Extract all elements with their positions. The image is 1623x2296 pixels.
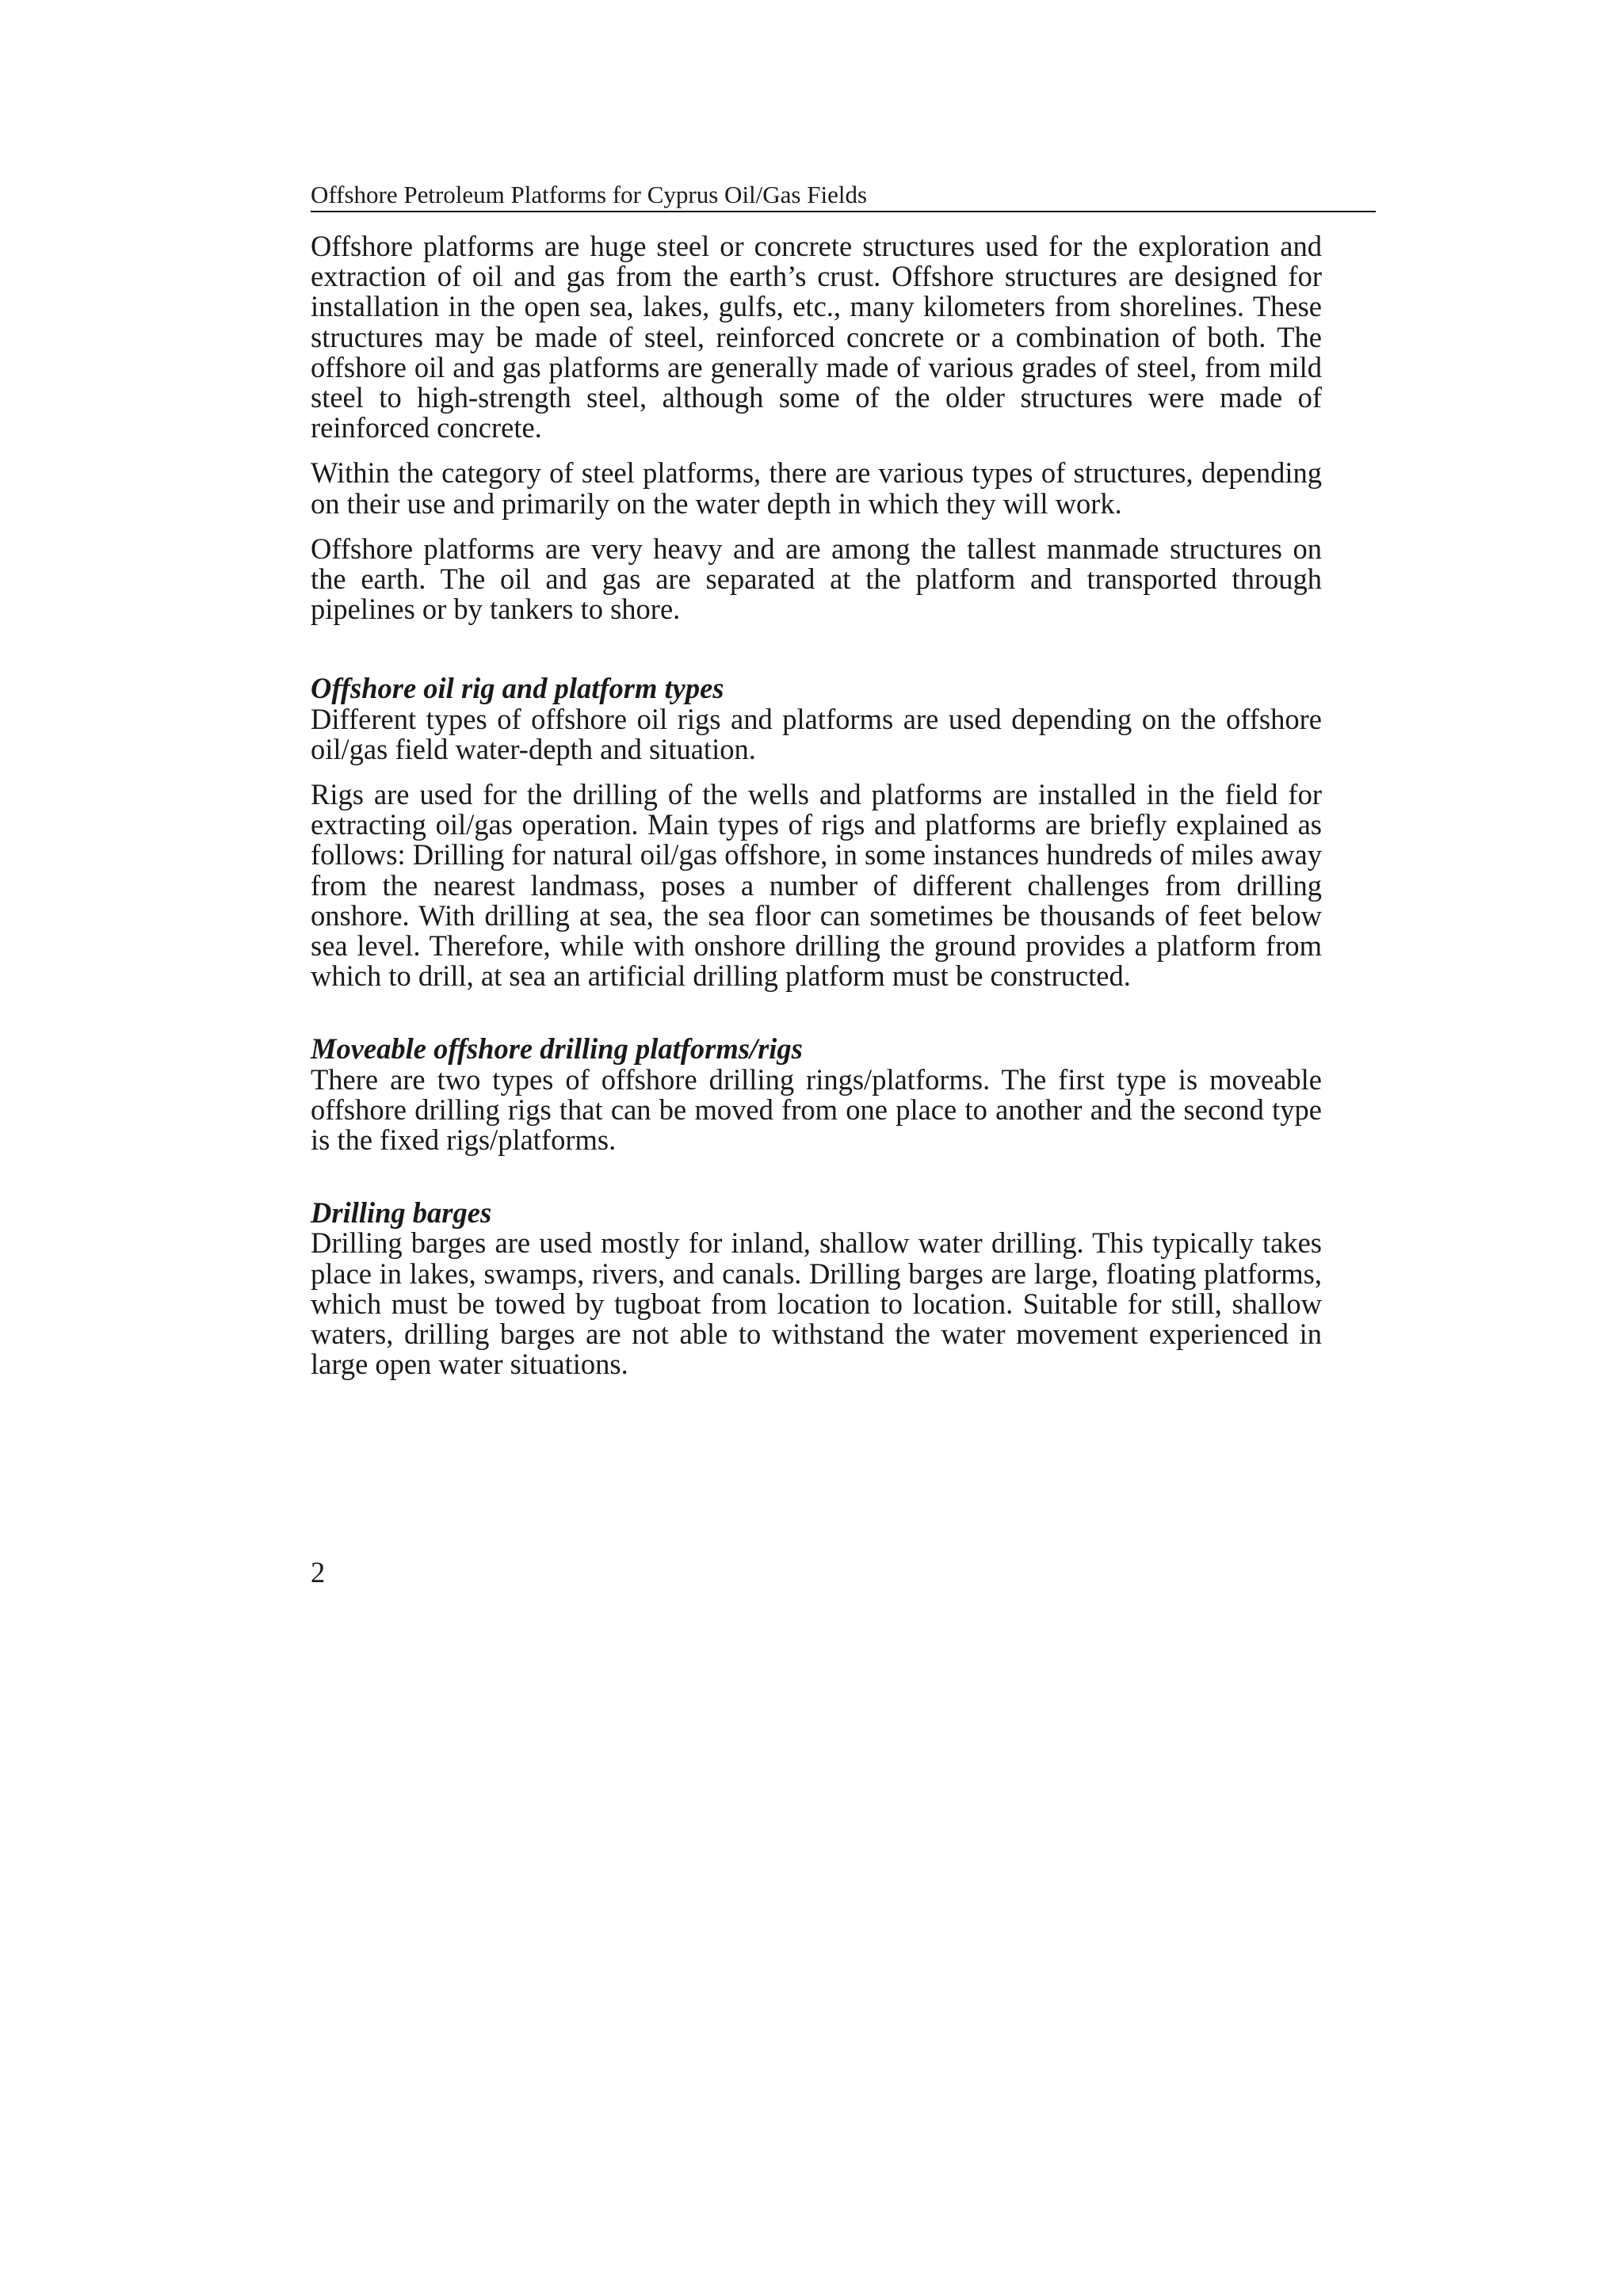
intro-paragraph-3: Offshore platforms are very heavy and are among the tallest manmade structures on the earth. The oil and gas are separated at the platform and transported through pipelines or by tankers to shore. bbox=[311, 532, 1322, 626]
page-body bbox=[311, 231, 1322, 1395]
intro-section bbox=[311, 231, 1322, 624]
section-paragraph: There are two types of offshore drilling rings/platforms. The first type is moveable offshore drilling rigs that can be moved from one place to another and the second type is the fixed rigs/platforms. bbox=[311, 1062, 1322, 1157]
section-heading-drilling-barges: Drilling barges bbox=[311, 1196, 492, 1230]
page-number: 2 bbox=[311, 1556, 326, 1589]
section-heading-moveable-rigs: Moveable offshore drilling platforms/rigs bbox=[311, 1032, 803, 1066]
section-paragraph: Different types of offshore oil rigs and platforms are used depending on the offshore oil/gas field water-depth and situation. bbox=[311, 702, 1322, 765]
section-drilling-barges bbox=[311, 1198, 1322, 1379]
section-heading-platform-types: Offshore oil rig and platform types bbox=[311, 672, 724, 705]
running-header: Offshore Petroleum Platforms for Cyprus Oil/Gas Fields bbox=[311, 181, 1376, 212]
intro-paragraph-1: Offshore platforms are huge steel or concrete structures used for the exploration and extraction of oil and gas from the earth’s crust. Offshore structures are designed for installation in the open sea, lakes, gulfs, etc., many kilometers from shorelines. These structures may be made of steel, reinforced concrete or a combination of both. The offshore oil and gas platforms are generally made of various grades of steel, from mild steel to high-strength steel, although some of the older structures were made of reinforced concrete. bbox=[311, 230, 1322, 444]
section-paragraph: Drilling barges are used mostly for inland, shallow water drilling. This typically takes place in lakes, swamps, rivers, and canals. Drilling barges are large, floating platforms, which must be towed by tugboat from location to location. Suitable for still, shallow waters, drilling barges are not able to withstand the water movement experienced in large open water situations. bbox=[311, 1226, 1322, 1381]
section-moveable-rigs bbox=[311, 1034, 1322, 1155]
section-paragraph: Rigs are used for the drilling of the wells and platforms are installed in the field for extracting oil/gas operation. Main types of rigs and platforms are briefly explained as follows: Drilling for natural oil/gas offshore, in some instances hundreds of miles away from the nearest landmass, poses a number of different challenges from drilling onshore. With drilling at sea, the sea floor can sometimes be thousands of feet below sea level. Therefore, while with onshore drilling the ground provides a platform from which to drill, at sea an artificial drilling platform must be constructed. bbox=[311, 778, 1322, 993]
intro-paragraph-2: Within the category of steel platforms, there are various types of structures, depending on their use and primarily on the water depth in which they will work. bbox=[311, 456, 1322, 520]
section-platform-types bbox=[311, 673, 1322, 991]
